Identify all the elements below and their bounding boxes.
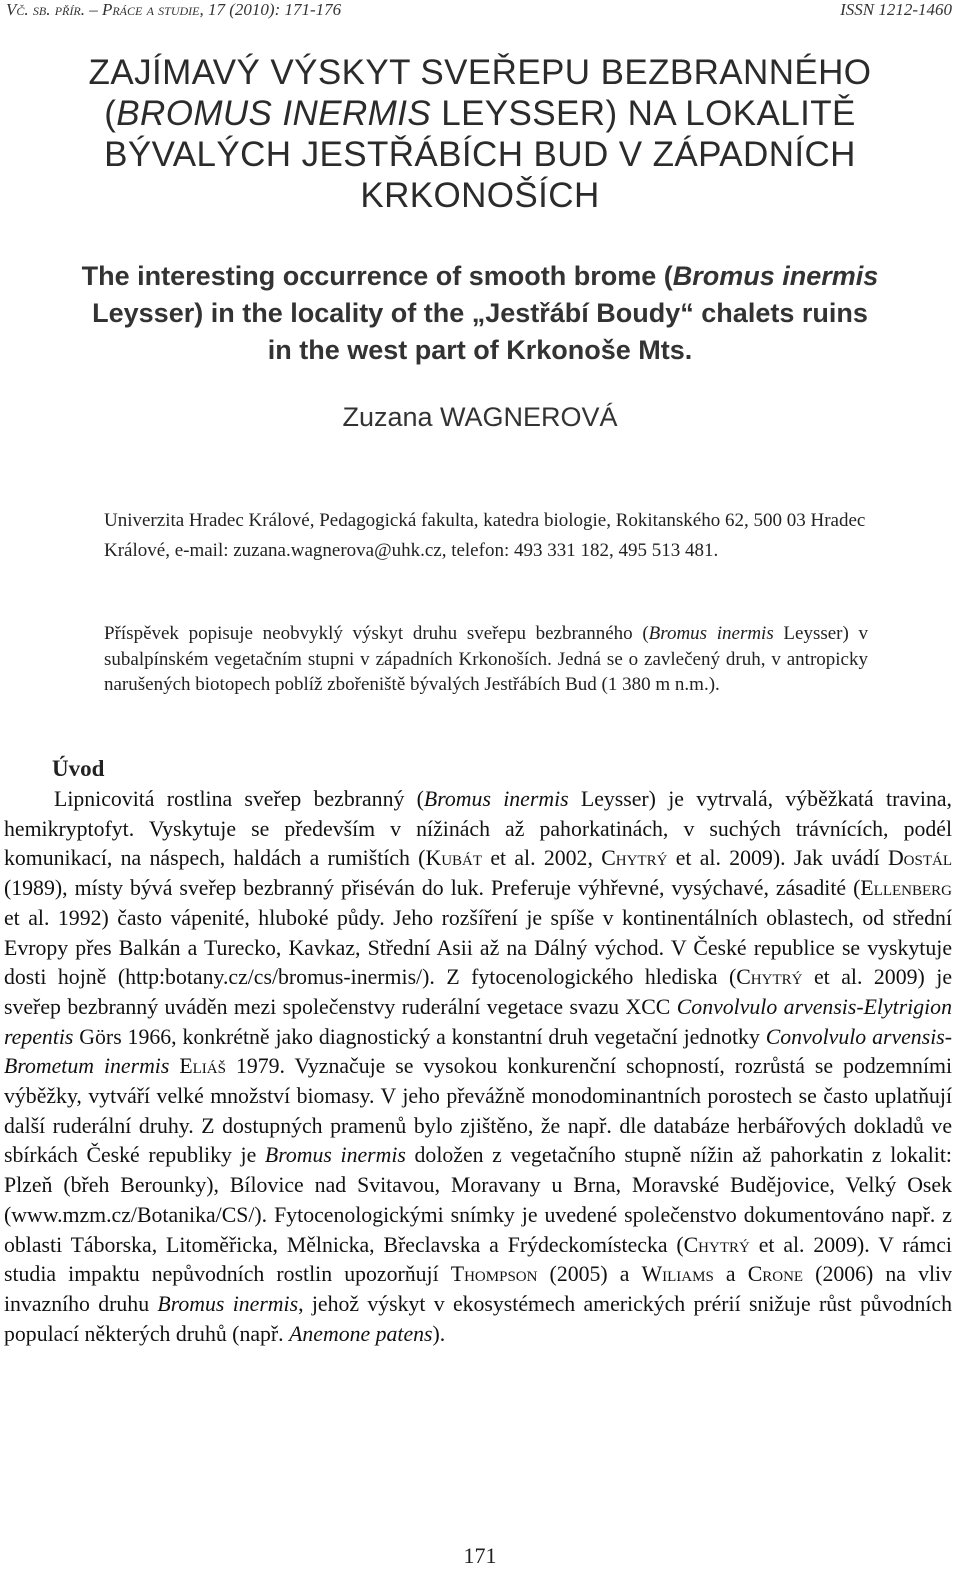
- abstract: Příspěvek popisuje neobvyklý výskyt druhu sveřepu bezbranného (Bromus inermis Leysser) v subalpínském vegetačním stupni v západních Krkonoších. Jedná se o zavlečený druh, v antropicky narušených biotopech poblíž zbořeniště bývalých Jestřábích Bud (1 380 m n.m.).: [104, 623, 868, 695]
- running-header: [6, 0, 952, 20]
- author-name: Zuzana WAGNEROVÁ: [342, 402, 618, 432]
- page-number: 171: [463, 1543, 497, 1568]
- section-title-uvod: Úvod: [52, 756, 105, 781]
- title-english: The interesting occurrence of smooth brome (Bromus inermis Leysser) in the locality of the „Jestřábí Boudy“ chalets ruins in the west part of Krkonoše Mts.: [81, 261, 879, 365]
- body-paragraph: Lipnicovitá rostlina sveřep bezbranný (Bromus inermis Leysser) je vytrvalá, výběžkatá travina, hemikryptofyt. Vyskytuje se především v nížinách až pahorkatinách, v suchých trávnících, podél komunikací, na náspech, haldách a rumištích (Kubát et al. 2002, Chytrý et al. 2009). Jak uvádí Dostál (1989), místy bývá sveřep bezbranný přiséván do luk. Preferuje výhřevné, vysýchavé, zásadité (Ellenberg et al. 1992) často vápenité, hluboké půdy. Jeho rozšíření je spíše v kontinentálních oblastech, od střední Evropy přes Balkán a Turecko, Kavkaz, Střední Asii až na Dálný východ. V České republice se vyskytuje dosti hojně (http:botany.cz/cs/bromus-inermis/). Z fytocenologického hlediska (Chytrý et al. 2009) je sveřep bezbranný uváděn mezi společenstvy ruderální vegetace svazu XCC Convolvulo arvensis-Elytrigion repentis Görs 1966, konkrétně jako diagnostický a konstantní druh vegetační jednotky Convolvulo arvensis-Brometum inermis Eliáš 1979. Vyznačuje se vysokou konkurenční schopností, rozrůstá se podzemními výběžky, vytváří velké množství biomasy. V jeho převážně monodominantních porostech se často uplatňují další ruderální druhy. Z dostupných pramenů bylo zjištěno, že např. dle databáze herbářových dokladů ve sbírkách České republiky je Bromus inermis doložen z vegetačního stupně nížin až pahorkatin z lokalit: Plzeň (břeh Berounky), Bílovice nad Svitavou, Moravany u Brna, Moravské Budějovice, Velký Osek (www.mzm.cz/Botanika/CS/). Fytocenologickými snímky je uvedené společenstvo dokumentováno např. z oblasti Táborska, Litoměřicka, Mělnicka, Břeclavska a Frýdeckomístecka (Chytrý et al. 2009). V rámci studia impaktu nepůvodních rostlin upozorňují Thompson (2005) a Wiliams a Crone (2006) na vliv invazního druhu Bromus inermis, jehož výskyt v ekosystémech amerických prérií snižuje růst původních populací některých druhů (např. Anemone patens).: [4, 787, 953, 1346]
- title-species: BROMUS INERMIS: [116, 94, 432, 133]
- issn: ISSN 1212-1460: [840, 0, 952, 19]
- affiliation: Univerzita Hradec Králové, Pedagogická fakulta, katedra biologie, Rokitanského 62, 500 03 Hradec Králové, e-mail: zuzana.wagnerova@uhk.cz, telefon: 493 331 182, 495 513 481.: [104, 510, 866, 561]
- title-czech: ZAJÍMAVÝ VÝSKYT SVEŘEPU BEZBRANNÉHO (BROMUS INERMIS LEYSSER) NA LOKALITĚ BÝVALÝCH JESTŘÁBÍCH BUD V ZÁPADNÍCH KRKONOŠÍCH: [88, 53, 872, 215]
- journal-citation: Vč. sb. přír. – Práce a studie, 17 (2010): 171-176: [6, 0, 342, 19]
